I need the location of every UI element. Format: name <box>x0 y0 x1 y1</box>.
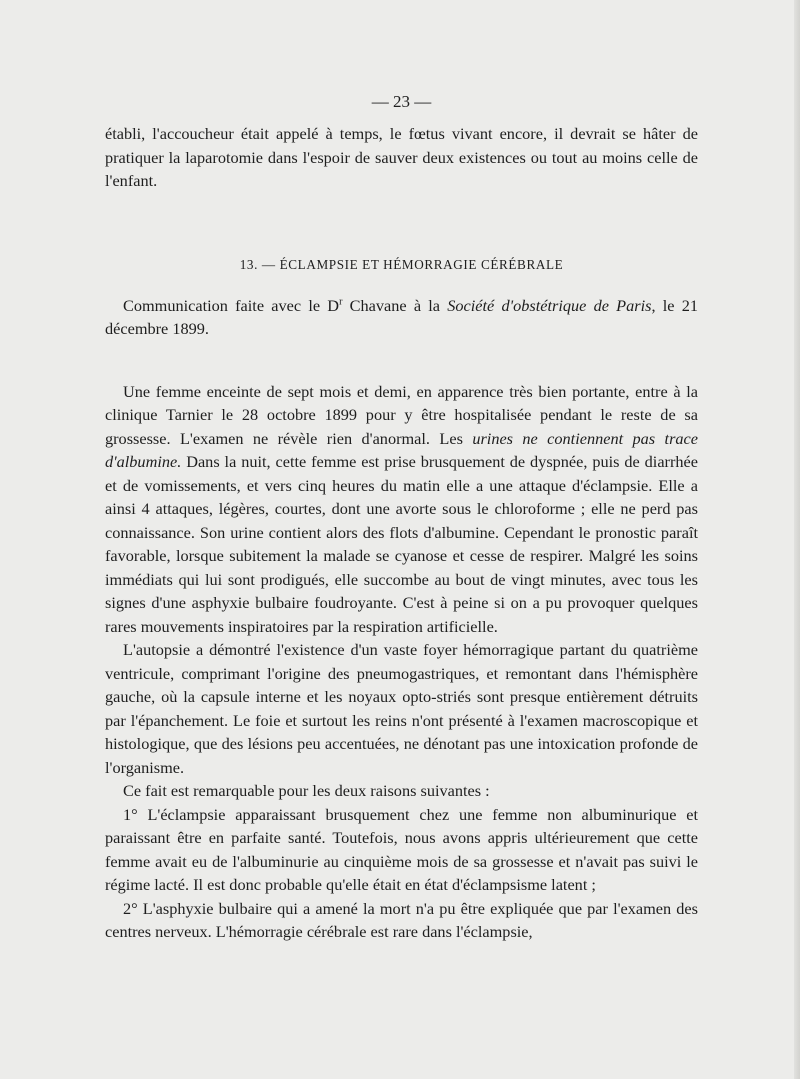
communication-line <box>105 294 698 341</box>
case-paragraph <box>105 380 698 639</box>
section-dash: — <box>261 256 276 272</box>
autopsy-paragraph: L'autopsie a démontré l'existence d'un vaste foyer hémorragique partant du quatrième ventricule, comprimant l'origine des pneumogastriques, et remontant dans l'hémisphère gauche, où la capsule interne et les noyaux opto-striés sont presque entièrement détruits par l'épanchement. Le foie et surtout les reins n'ont présenté à l'examen macroscopique et histologique, que des lésions peu accentuées, ne dénotant pas une intoxication profonde de l'organisme. <box>105 640 698 777</box>
section-number: 13. <box>239 256 258 272</box>
society-name: Société d'obstétrique de Paris <box>447 295 652 315</box>
page-edge <box>794 0 800 1079</box>
section-title: ÉCLAMPSIE ET HÉMORRAGIE CÉRÉBRALE <box>279 256 564 272</box>
page-number: — 23 — <box>371 92 432 111</box>
intro-paragraph: établi, l'accoucheur était appelé à temps, le fœtus vivant encore, il devrait se hâter de pratiquer la laparotomie dans l'espoir de sauver deux existences ou tout au moins celle de l'enfant. <box>105 124 698 190</box>
case-text-2: Dans la nuit, cette femme est prise brusquement de dyspnée, puis de diarrhée et de vomissements, et vers cinq heures du matin elle a une attaque d'éclampsie. Elle a ainsi 4 attaques, légères, courtes, dont une avorte sous le chloroforme ; elle ne perd pas connaissance. Son urine contient alors des flots d'albumine. Cependant le pronostic paraît favorable, lorsque subitement la malade se cyanose et cesse de respirer. Malgré les soins immédiats qui lui sont prodigués, elle succombe au bout de vingt minutes, avec tous les signes d'une asphyxie bulbaire foudroyante. C'est à peine si on a pu provoquer quelques rares mouvements inspiratoires par la respiration artificielle. <box>105 452 698 636</box>
document-page <box>105 90 698 944</box>
reason-2-paragraph: 2° L'asphyxie bulbaire qui a amené la mort n'a pu être expliquée que par l'examen des centres nerveux. L'hémorragie cérébrale est rare dans l'éclampsie, <box>105 898 698 941</box>
communication-text-3: , le 21 décembre 1899. <box>105 295 699 338</box>
reasons-intro: Ce fait est remarquable pour les deux raisons suivantes : <box>123 781 490 800</box>
reason-1-paragraph: 1° L'éclampsie apparaissant brusquement chez une femme non albuminurique et paraissant être en parfaite santé. Toutefois, nous avons appris ultérieurement que cette femme avait eu de l'albuminurie au cinquième mois de sa grossesse et n'avait pas suivi le régime lacté. Il est donc probable qu'elle était en état d'éclampsisme latent ; <box>105 804 698 894</box>
doctor-superscript: r <box>339 296 343 308</box>
communication-text-1: Communication faite avec le D <box>123 295 340 315</box>
case-text-1: Une femme enceinte de sept mois et demi, en apparence très bien portante, entre à la clinique Tarnier le 28 octobre 1899 pour y être hospitalisée pendant le reste de sa grossesse. L'examen ne révèle rien d'anormal. Les <box>105 381 698 448</box>
communication-text-2: Chavane à la <box>342 295 448 315</box>
section-heading <box>105 255 698 275</box>
case-italic-urines: urines ne contiennent pas trace d'albumine. <box>105 428 698 471</box>
